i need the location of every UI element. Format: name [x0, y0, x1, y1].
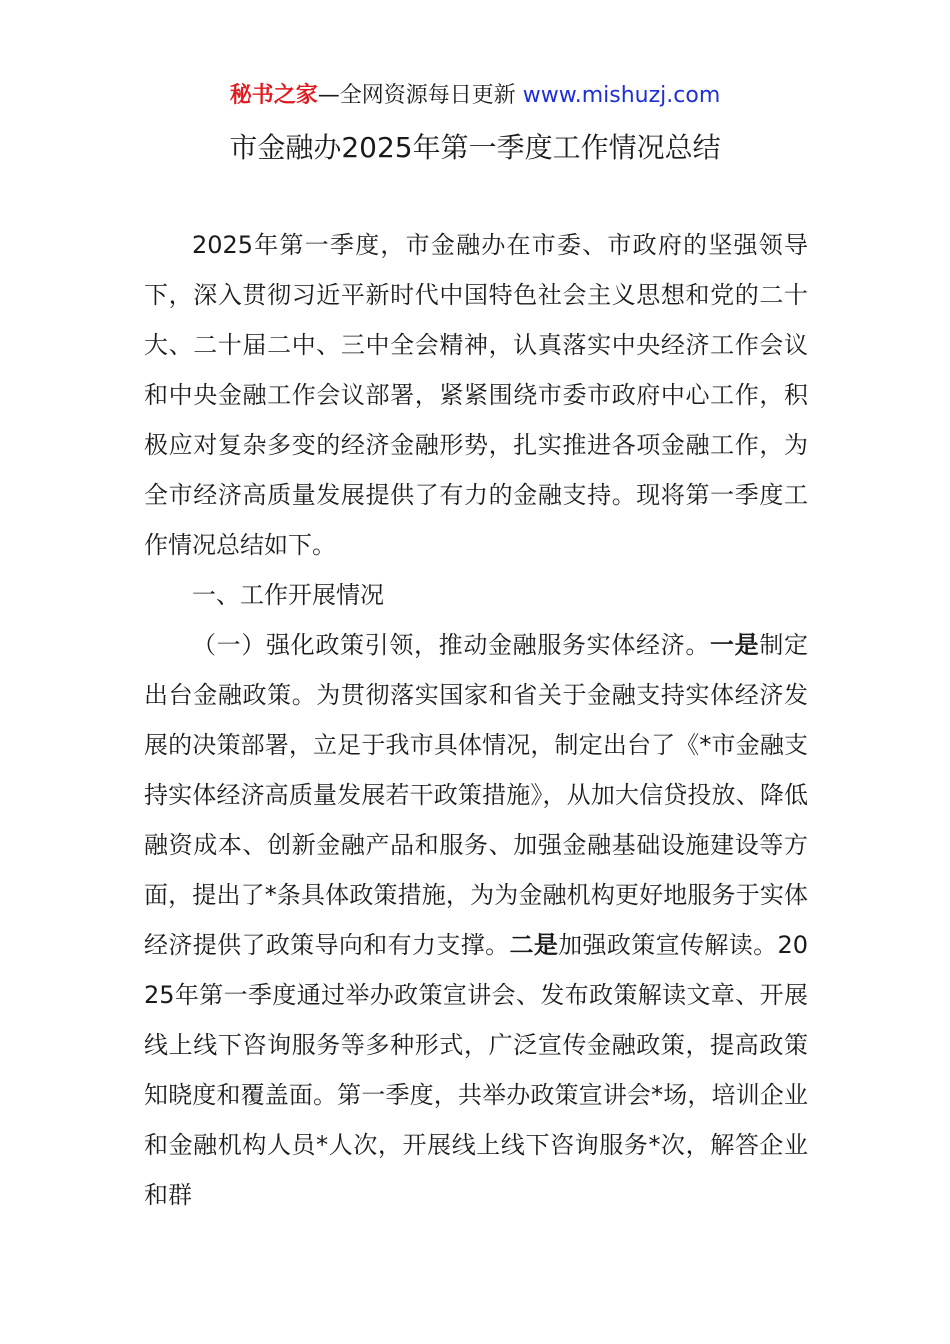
point-one-label: 一是: [710, 631, 760, 659]
subsection-paragraph: [144, 620, 808, 1220]
point-one-text: 制定出台金融政策。为贯彻落实国家和省关于金融支持实体经济发展的决策部署，立足于我市具体情况，制定出台了《*市金融支持实体经济高质量发展若干政策措施》，从加大信贷投放、降低融资成本、创新金融产品和服务、加强金融基础设施建设等方面，提出了*条具体政策措施，为为金融机构更好地服务于实体经济提供了政策导向和有力支撑。: [144, 631, 809, 959]
brand-name: 秘书之家: [229, 83, 318, 108]
point-two-label: 二是: [509, 931, 559, 959]
header-tagline: —全网资源每日更新: [317, 83, 523, 108]
section-heading: 一、工作开展情况: [192, 581, 384, 609]
subsection-heading: （一）强化政策引领，推动金融服务实体经济。: [192, 631, 710, 659]
document-body: [144, 220, 808, 1220]
site-header: [0, 80, 950, 112]
intro-paragraph: 2025年第一季度，市金融办在市委、市政府的坚强领导下，深入贯彻习近平新时代中国特色社会主义思想和党的二十大、二十届二中、三中全会精神，认真落实中央经济工作会议和中央金融工作会议部署，紧紧围绕市委市政府中心工作，积极应对复杂多变的经济金融形势，扎实推进各项金融工作，为全市经济高质量发展提供了有力的金融支持。现将第一季度工作情况总结如下。: [144, 231, 808, 559]
site-url-link[interactable]: www.mishuzj.com: [522, 83, 721, 108]
point-two-text: 加强政策宣传解读。2025年第一季度通过举办政策宣讲会、发布政策解读文章、开展线上线下咨询服务等多种形式，广泛宣传金融政策，提高政策知晓度和覆盖面。第一季度，共举办政策宣讲会*场，培训企业和金融机构人员*人次，开展线上线下咨询服务*次，解答企业和群: [144, 931, 808, 1209]
document-title: 市金融办2025年第一季度工作情况总结: [229, 131, 721, 164]
